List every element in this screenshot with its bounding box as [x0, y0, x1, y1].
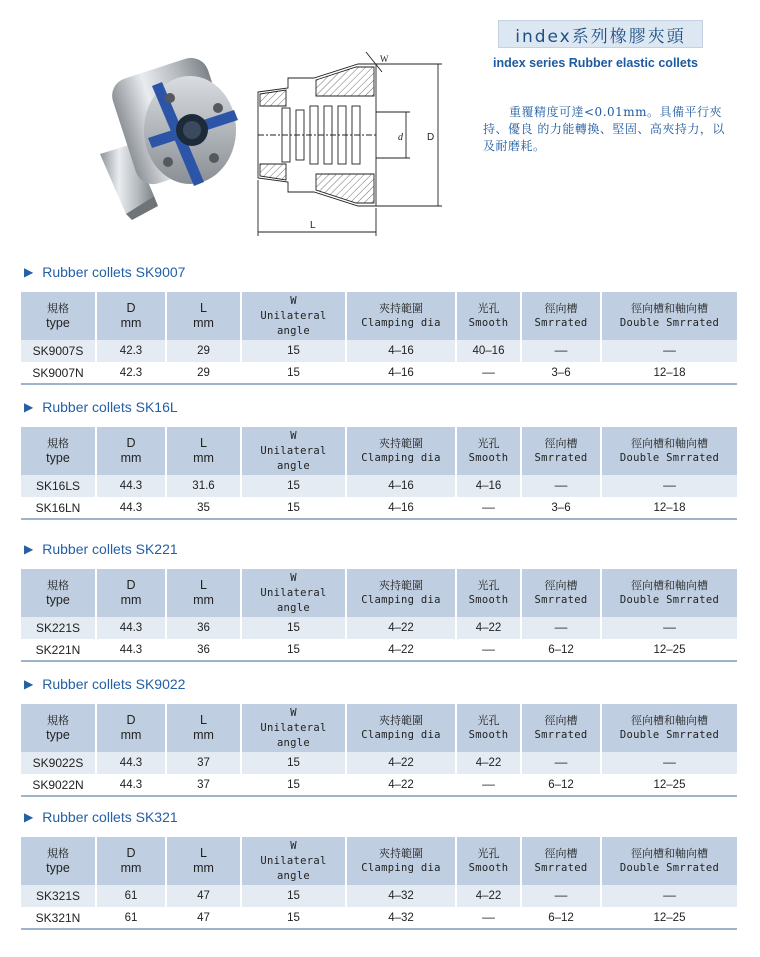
section-title-text: Rubber collets SK9007	[42, 264, 186, 280]
cell-double: ––	[601, 885, 737, 907]
triangle-bullet-icon: ▶	[24, 810, 34, 824]
cell-l: 29	[166, 340, 241, 362]
col-clamping: 夾持範圍 Clamping dia	[346, 427, 456, 475]
cell-l: 47	[166, 907, 241, 929]
section-title-text: Rubber collets SK321	[42, 809, 178, 825]
cell-radial: ––	[521, 617, 601, 639]
cell-d: 44.3	[96, 475, 166, 497]
col-l: L mm	[166, 427, 241, 475]
col-smooth: 光孔 Smooth	[456, 569, 521, 617]
table-row	[21, 752, 737, 774]
cell-l: 29	[166, 362, 241, 384]
cell-clamp: 4–22	[346, 639, 456, 661]
col-d: D mm	[96, 569, 166, 617]
col-l: L mm	[166, 569, 241, 617]
col-w: W Unilateral angle	[241, 427, 346, 475]
section-title-text: Rubber collets SK9022	[42, 676, 186, 692]
col-radial: 徑向槽 Smrrated	[521, 427, 601, 475]
drawing-label-d: d	[398, 132, 403, 143]
table-row	[21, 639, 737, 661]
col-type: 規格 type	[21, 569, 96, 617]
cell-type: SK9022N	[21, 774, 96, 796]
col-d: D mm	[96, 292, 166, 340]
spec-table-2	[21, 569, 737, 662]
section-title-text: Rubber collets SK16L	[42, 399, 178, 415]
table-row	[21, 340, 737, 362]
cell-d: 44.3	[96, 752, 166, 774]
col-w: W Unilateral angle	[241, 704, 346, 752]
cell-smooth: ––	[456, 907, 521, 929]
section-title-0	[24, 263, 185, 281]
table-header-row	[21, 837, 737, 885]
col-d: D mm	[96, 704, 166, 752]
cell-clamp: 4–32	[346, 885, 456, 907]
drawing-label-w: W	[380, 54, 389, 64]
cell-radial: ––	[521, 885, 601, 907]
col-clamping: 夾持範圍 Clamping dia	[346, 837, 456, 885]
cell-radial: 6–12	[521, 774, 601, 796]
cell-smooth: ––	[456, 774, 521, 796]
section-title-text: Rubber collets SK221	[42, 541, 178, 557]
product-description: 重覆精度可達<0.01mm。具備平行夾持、優良 的力能轉換、堅固、高夾持力，以及耐磨耗。	[483, 105, 725, 153]
cell-l: 47	[166, 885, 241, 907]
cell-type: SK9007S	[21, 340, 96, 362]
col-type: 規格 type	[21, 427, 96, 475]
table-row	[21, 362, 737, 384]
drawing-label-L: L	[310, 220, 316, 231]
cell-clamp: 4–16	[346, 497, 456, 519]
title-box	[498, 20, 703, 48]
table-header-row	[21, 569, 737, 617]
spec-table-1	[21, 427, 737, 520]
cell-w: 15	[241, 497, 346, 519]
triangle-bullet-icon: ▶	[24, 400, 34, 414]
table-row	[21, 617, 737, 639]
col-d: D mm	[96, 837, 166, 885]
col-smooth: 光孔 Smooth	[456, 704, 521, 752]
col-double: 徑向槽和軸向槽 Double Smrrated	[601, 427, 737, 475]
cell-d: 44.3	[96, 639, 166, 661]
spec-table-3	[21, 704, 737, 797]
col-l: L mm	[166, 292, 241, 340]
cell-l: 37	[166, 774, 241, 796]
col-smooth: 光孔 Smooth	[456, 837, 521, 885]
col-radial: 徑向槽 Smrrated	[521, 704, 601, 752]
cell-radial: 3–6	[521, 362, 601, 384]
table-header-row	[21, 292, 737, 340]
cell-type: SK16LS	[21, 475, 96, 497]
col-double: 徑向槽和軸向槽 Double Smrrated	[601, 292, 737, 340]
cell-clamp: 4–22	[346, 617, 456, 639]
table-header-row	[21, 704, 737, 752]
col-d: D mm	[96, 427, 166, 475]
cell-clamp: 4–32	[346, 907, 456, 929]
col-w: W Unilateral angle	[241, 569, 346, 617]
cell-w: 15	[241, 885, 346, 907]
table-row	[21, 475, 737, 497]
cell-type: SK321N	[21, 907, 96, 929]
page-subtitle: index series Rubber elastic collets	[493, 56, 698, 70]
table-header-row	[21, 427, 737, 475]
collet-cross-section-drawing	[248, 50, 448, 240]
cell-w: 15	[241, 617, 346, 639]
cell-type: SK16LN	[21, 497, 96, 519]
cell-clamp: 4–16	[346, 340, 456, 362]
table-row	[21, 907, 737, 929]
cell-clamp: 4–16	[346, 475, 456, 497]
section-title-1	[24, 398, 178, 416]
section-title-3	[24, 675, 185, 693]
cell-smooth: ––	[456, 362, 521, 384]
cell-clamp: 4–22	[346, 752, 456, 774]
cell-smooth: 40–16	[456, 340, 521, 362]
collet-photo	[92, 46, 244, 220]
col-smooth: 光孔 Smooth	[456, 292, 521, 340]
cell-w: 15	[241, 752, 346, 774]
cell-type: SK221N	[21, 639, 96, 661]
cell-d: 61	[96, 907, 166, 929]
cell-radial: 6–12	[521, 907, 601, 929]
cell-l: 31.6	[166, 475, 241, 497]
cell-l: 37	[166, 752, 241, 774]
drawing-label-D: D	[427, 132, 435, 143]
triangle-bullet-icon: ▶	[24, 677, 34, 691]
col-double: 徑向槽和軸向槽 Double Smrrated	[601, 569, 737, 617]
cell-w: 15	[241, 475, 346, 497]
cell-double: 12–18	[601, 497, 737, 519]
cell-d: 44.3	[96, 774, 166, 796]
cell-w: 15	[241, 340, 346, 362]
col-smooth: 光孔 Smooth	[456, 427, 521, 475]
cell-radial: ––	[521, 340, 601, 362]
cell-smooth: ––	[456, 497, 521, 519]
cell-smooth: 4–16	[456, 475, 521, 497]
table-row	[21, 774, 737, 796]
col-w: W Unilateral angle	[241, 837, 346, 885]
cell-l: 35	[166, 497, 241, 519]
col-double: 徑向槽和軸向槽 Double Smrrated	[601, 837, 737, 885]
col-radial: 徑向槽 Smrrated	[521, 292, 601, 340]
spec-table-0	[21, 292, 737, 385]
col-l: L mm	[166, 837, 241, 885]
col-w: W Unilateral angle	[241, 292, 346, 340]
col-type: 規格 type	[21, 837, 96, 885]
table-row	[21, 497, 737, 519]
cell-radial: 3–6	[521, 497, 601, 519]
cell-radial: ––	[521, 752, 601, 774]
cell-w: 15	[241, 907, 346, 929]
cell-d: 42.3	[96, 362, 166, 384]
cell-d: 42.3	[96, 340, 166, 362]
cell-smooth: 4–22	[456, 752, 521, 774]
section-title-4	[24, 808, 178, 826]
cell-radial: ––	[521, 475, 601, 497]
table-row	[21, 885, 737, 907]
cell-radial: 6–12	[521, 639, 601, 661]
col-radial: 徑向槽 Smrrated	[521, 569, 601, 617]
cell-w: 15	[241, 362, 346, 384]
col-radial: 徑向槽 Smrrated	[521, 837, 601, 885]
cell-d: 44.3	[96, 617, 166, 639]
cell-double: 12–25	[601, 774, 737, 796]
cell-smooth: 4–22	[456, 885, 521, 907]
col-double: 徑向槽和軸向槽 Double Smrrated	[601, 704, 737, 752]
section-title-2	[24, 540, 178, 558]
cell-double: ––	[601, 340, 737, 362]
cell-double: ––	[601, 475, 737, 497]
col-clamping: 夾持範圍 Clamping dia	[346, 704, 456, 752]
page-title: index系列橡膠夾頭	[515, 26, 686, 47]
cell-smooth: 4–22	[456, 617, 521, 639]
col-clamping: 夾持範圍 Clamping dia	[346, 292, 456, 340]
cell-type: SK9007N	[21, 362, 96, 384]
col-clamping: 夾持範圍 Clamping dia	[346, 569, 456, 617]
cell-d: 61	[96, 885, 166, 907]
spec-table-4	[21, 837, 737, 930]
cell-type: SK9022S	[21, 752, 96, 774]
cell-clamp: 4–22	[346, 774, 456, 796]
cell-double: 12–25	[601, 639, 737, 661]
cell-smooth: ––	[456, 639, 521, 661]
cell-w: 15	[241, 774, 346, 796]
cell-type: SK321S	[21, 885, 96, 907]
cell-l: 36	[166, 639, 241, 661]
cell-double: 12–25	[601, 907, 737, 929]
cell-d: 44.3	[96, 497, 166, 519]
triangle-bullet-icon: ▶	[24, 542, 34, 556]
col-type: 規格 type	[21, 704, 96, 752]
col-l: L mm	[166, 704, 241, 752]
cell-clamp: 4–16	[346, 362, 456, 384]
cell-l: 36	[166, 617, 241, 639]
cell-type: SK221S	[21, 617, 96, 639]
cell-double: 12–18	[601, 362, 737, 384]
triangle-bullet-icon: ▶	[24, 265, 34, 279]
cell-w: 15	[241, 639, 346, 661]
cell-double: ––	[601, 752, 737, 774]
col-type: 規格 type	[21, 292, 96, 340]
cell-double: ––	[601, 617, 737, 639]
